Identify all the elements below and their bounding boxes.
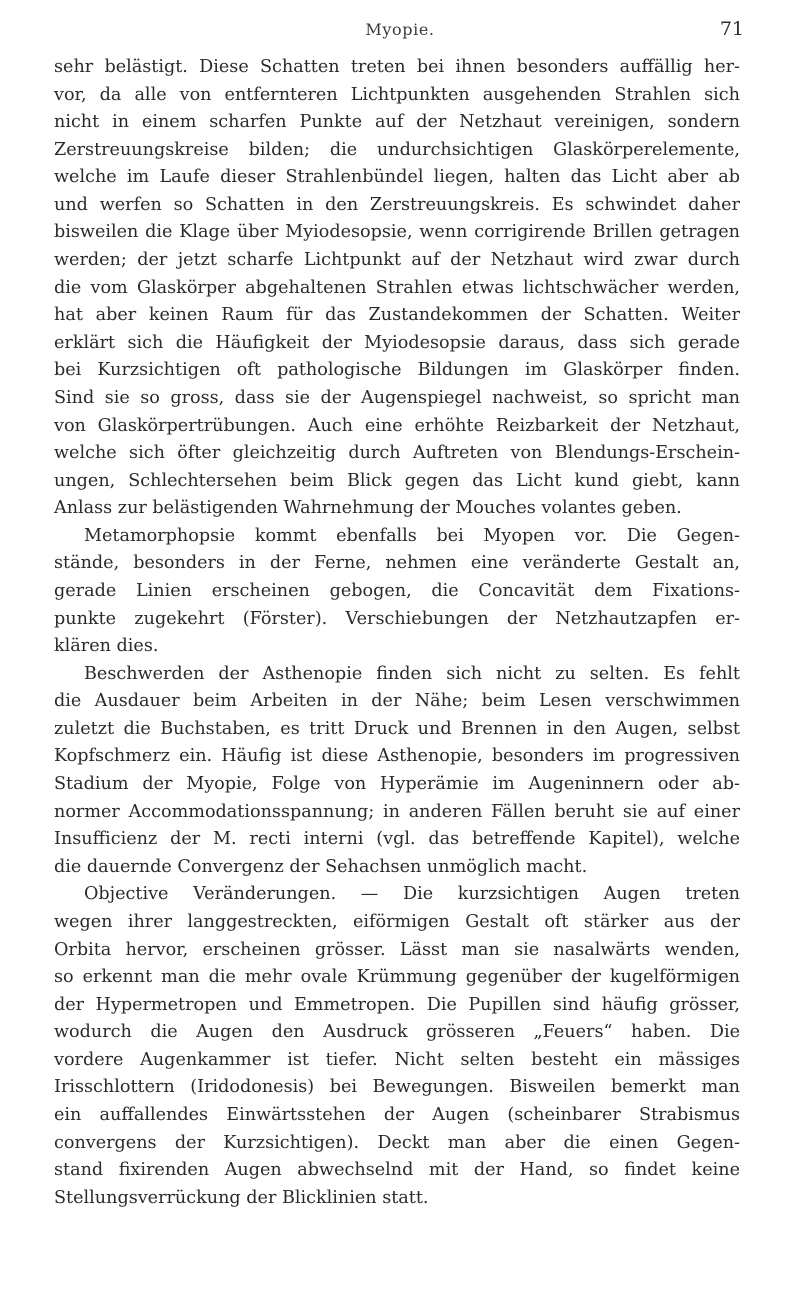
text-line: klären dies. bbox=[54, 636, 159, 657]
text-line: Anlass zur belästigenden Wahrnehmung der Mouches volantes geben. bbox=[54, 498, 682, 519]
text-line: vor, da alle von entfernteren Lichtpunkten ausgehenden Strahlen sich bbox=[54, 84, 740, 105]
text-line: von Glaskörpertrübungen. Auch eine erhöhte Reizbarkeit der Netzhaut, bbox=[54, 415, 740, 436]
text-line: welche sich öfter gleichzeitig durch Auftreten von Blendungs-Erschein- bbox=[54, 443, 740, 464]
text-line: gerade Linien erscheinen gebogen, die Concavität dem Fixations- bbox=[54, 580, 740, 601]
text-line: werden; der jetzt scharfe Lichtpunkt auf der Netzhaut wird zwar durch bbox=[54, 250, 740, 271]
running-title: Myopie. bbox=[365, 20, 435, 39]
text-line: normer Accommodationsspannung; in anderen Fällen beruht sie auf einer bbox=[54, 801, 740, 822]
text-line: ein auffallendes Einwärtsstehen der Augen (scheinbarer Strabismus bbox=[54, 1104, 740, 1125]
text-line: convergens der Kurzsichtigen). Deckt man aber die einen Gegen- bbox=[54, 1132, 740, 1153]
text-line: Insufficienz der M. recti interni (vgl. das betreffende Kapitel), welche bbox=[54, 829, 740, 850]
body-text bbox=[54, 54, 740, 1212]
text-line: und werfen so Schatten in den Zerstreuungskreis. Es schwindet daher bbox=[54, 194, 740, 215]
text-line: Irisschlottern (Iridodonesis) bei Bewegungen. Bisweilen bemerkt man bbox=[54, 1077, 740, 1098]
text-line: Sind sie so gross, dass sie der Augenspiegel nachweist, so spricht man bbox=[54, 387, 740, 408]
text-line: Metamorphopsie kommt ebenfalls bei Myopen vor. Die Gegen- bbox=[84, 525, 740, 546]
text-line: bei Kurzsichtigen oft pathologische Bildungen im Glaskörper finden. bbox=[54, 360, 740, 381]
text-line: sehr belästigt. Diese Schatten treten bei ihnen besonders auffällig her- bbox=[54, 57, 740, 77]
text-line: stand fixirenden Augen abwechselnd mit der Hand, so findet keine bbox=[54, 1160, 740, 1181]
text-line: ungen, Schlechtersehen beim Blick gegen das Licht kund giebt, kann bbox=[54, 470, 740, 491]
text-line: erklärt sich die Häufigkeit der Myiodesopsie daraus, dass sich gerade bbox=[54, 332, 740, 353]
text-line: Stellungsverrückung der Blicklinien statt. bbox=[54, 1187, 429, 1208]
text-line: die vom Glaskörper abgehaltenen Strahlen etwas lichtschwächer werden, bbox=[54, 277, 740, 298]
text-line: Stadium der Myopie, Folge von Hyperämie im Augeninnern oder ab- bbox=[54, 774, 740, 795]
text-line: die Ausdauer beim Arbeiten in der Nähe; beim Lesen verschwimmen bbox=[54, 691, 740, 712]
text-line: Kopfschmerz ein. Häufig ist diese Asthenopie, besonders im progressiven bbox=[54, 746, 740, 767]
page-number: 71 bbox=[719, 18, 744, 40]
text-line: die dauernde Convergenz der Sehachsen unmöglich macht. bbox=[54, 856, 588, 877]
text-line: Beschwerden der Asthenopie finden sich nicht zu selten. Es fehlt bbox=[84, 663, 740, 684]
text-line: Objective Veränderungen. — Die kurzsichtigen Augen treten bbox=[84, 884, 740, 905]
text-line: vordere Augenkammer ist tiefer. Nicht selten besteht ein mässiges bbox=[54, 1049, 740, 1070]
text-line: Zerstreuungskreise bilden; die undurchsichtigen Glaskörperelemente, bbox=[54, 139, 740, 160]
text-line: welche im Laufe dieser Strahlenbündel liegen, halten das Licht aber ab bbox=[54, 167, 740, 188]
page-header bbox=[0, 16, 800, 46]
text-line: zuletzt die Buchstaben, es tritt Druck und Brennen in den Augen, selbst bbox=[54, 718, 740, 739]
text-line: so erkennt man die mehr ovale Krümmung gegenüber der kugelförmigen bbox=[54, 967, 740, 988]
text-line: bisweilen die Klage über Myiodesopsie, wenn corrigirende Brillen getragen bbox=[54, 222, 740, 243]
text-line: stände, besonders in der Ferne, nehmen eine veränderte Gestalt an, bbox=[54, 553, 740, 574]
text-line: wegen ihrer langgestreckten, eiförmigen Gestalt oft stärker aus der bbox=[54, 911, 740, 932]
text-line: Orbita hervor, erscheinen grösser. Lässt man sie nasalwärts wenden, bbox=[54, 939, 740, 960]
text-line: wodurch die Augen den Ausdruck grösseren „Feuers“ haben. Die bbox=[54, 1022, 740, 1043]
text-line: der Hypermetropen und Emmetropen. Die Pupillen sind häufig grösser, bbox=[54, 994, 740, 1015]
text-line: hat aber keinen Raum für das Zustandekommen der Schatten. Weiter bbox=[54, 305, 740, 326]
text-line: nicht in einem scharfen Punkte auf der Netzhaut vereinigen, sondern bbox=[54, 112, 740, 133]
text-line: punkte zugekehrt (Förster). Verschiebungen der Netzhautzapfen er- bbox=[54, 608, 740, 629]
